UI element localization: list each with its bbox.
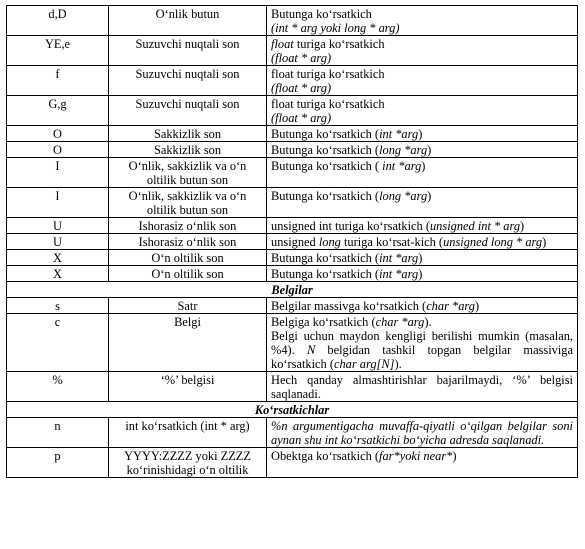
- type-line: oltilik butun son: [146, 173, 229, 187]
- desc-text: ).: [424, 315, 432, 329]
- desc-line: Butunga koʻrsatkich: [271, 7, 372, 21]
- desc-italic: N: [306, 343, 316, 357]
- spec-cell: s: [7, 298, 109, 314]
- type-line: koʻrinishidagi oʻn oltilik: [126, 463, 249, 477]
- desc-cell: [267, 218, 578, 234]
- desc-text: ): [418, 127, 423, 141]
- spec-cell: G,g: [7, 96, 109, 126]
- desc-text: ): [418, 251, 423, 265]
- type-cell: Suzuvchi nuqtali son: [109, 66, 267, 96]
- desc-text: ): [427, 143, 432, 157]
- desc-line: float turiga koʻrsatkich: [271, 97, 385, 111]
- desc-italic: int *arg: [379, 267, 419, 281]
- desc-cell: [267, 188, 578, 218]
- type-cell: ‘%’ belgisi: [109, 372, 267, 402]
- spec-cell: c: [7, 314, 109, 372]
- desc-cell: [267, 96, 578, 126]
- type-line: oltilik butun son: [146, 203, 229, 217]
- desc-text: belgidan tashkil topgan belgilar massiviga koʻrsatkich (: [271, 343, 573, 371]
- table-row: [7, 6, 578, 36]
- type-cell: [109, 158, 267, 188]
- table-row: [7, 250, 578, 266]
- type-cell: Suzuvchi nuqtali son: [109, 36, 267, 66]
- desc-italic: char *arg: [426, 299, 475, 313]
- table-row: [7, 66, 578, 96]
- type-cell: Ishorasiz oʻnlik son: [109, 234, 267, 250]
- desc-text: ): [520, 219, 525, 233]
- desc-italic: far*yoki near*: [379, 449, 453, 463]
- desc-text: ): [452, 449, 457, 463]
- desc-text: Butunga koʻrsatkich (: [271, 267, 380, 281]
- type-cell: [109, 448, 267, 478]
- desc-cell: [267, 158, 578, 188]
- desc-italic: char *arg: [375, 315, 425, 329]
- desc-line: (float * arg): [271, 111, 332, 125]
- desc-cell: [267, 250, 578, 266]
- spec-cell: n: [7, 418, 109, 448]
- table-row: [7, 234, 578, 250]
- desc-text: Butunga koʻrsatkich (: [271, 143, 380, 157]
- desc-italic: unsigned long * arg: [443, 235, 543, 249]
- table-row: [7, 218, 578, 234]
- spec-cell: O: [7, 142, 109, 158]
- section-row: [7, 402, 578, 418]
- desc-text: ): [474, 299, 480, 313]
- desc-text: Obektga koʻrsatkich (: [271, 449, 380, 463]
- desc-line: (float * arg): [271, 81, 332, 95]
- desc-line: [271, 329, 573, 371]
- format-spec-table: [6, 5, 578, 478]
- type-cell: Ishorasiz oʻnlik son: [109, 218, 267, 234]
- type-cell: Oʻnlik butun: [109, 6, 267, 36]
- desc-text: ): [427, 189, 432, 203]
- desc-cell: [267, 234, 578, 250]
- desc-text: ).: [394, 357, 402, 371]
- desc-text: ): [542, 235, 547, 249]
- desc-text: Butunga koʻrsatkich (: [271, 189, 380, 203]
- desc-text: Belgilar massivga koʻrsatkich (: [271, 299, 427, 313]
- spec-cell: %: [7, 372, 109, 402]
- desc-cell: [267, 66, 578, 96]
- table-row: [7, 158, 578, 188]
- type-cell: Oʻn oltilik son: [109, 266, 267, 282]
- section-row: [7, 282, 578, 298]
- spec-cell: p: [7, 448, 109, 478]
- desc-italic: long *arg: [379, 143, 428, 157]
- table-row: [7, 126, 578, 142]
- table-row: [7, 142, 578, 158]
- desc-line: (int * arg yoki long * arg): [271, 21, 400, 35]
- desc-text: turiga koʻrsat-kich (: [340, 235, 444, 249]
- desc-italic: long: [318, 235, 341, 249]
- table-row: [7, 298, 578, 314]
- desc-italic: int *arg: [379, 251, 419, 265]
- type-cell: Sakkizlik son: [109, 126, 267, 142]
- spec-cell: O: [7, 126, 109, 142]
- desc-cell: [267, 266, 578, 282]
- spec-cell: YE,e: [7, 36, 109, 66]
- type-line: Oʻnlik, sakkizlik va oʻn: [128, 159, 247, 173]
- desc-italic: char arg[N]: [333, 357, 395, 371]
- spec-cell: X: [7, 250, 109, 266]
- desc-cell: [267, 126, 578, 142]
- spec-cell: d,D: [7, 6, 109, 36]
- desc-text: Butunga koʻrsatkich (: [271, 159, 383, 173]
- spec-cell: I: [7, 158, 109, 188]
- table-row: [7, 448, 578, 478]
- type-cell: Satr: [109, 298, 267, 314]
- desc-text: Belgiga koʻrsatkich (: [271, 315, 376, 329]
- desc-cell: [267, 36, 578, 66]
- section-title-belgilar: Belgilar: [7, 282, 578, 298]
- desc-cell: [267, 142, 578, 158]
- desc-text: ): [421, 159, 426, 173]
- type-cell: Sakkizlik son: [109, 142, 267, 158]
- desc-text: unsigned: [271, 235, 319, 249]
- spec-cell: f: [7, 66, 109, 96]
- type-cell: int koʻrsatkich (int * arg): [109, 418, 267, 448]
- desc-cell: [267, 314, 578, 372]
- table-row: [7, 96, 578, 126]
- desc-cell: [267, 298, 578, 314]
- table-row: [7, 314, 578, 372]
- desc-text: Butunga koʻrsatkich (: [271, 251, 380, 265]
- spec-cell: U: [7, 234, 109, 250]
- desc-cell: [267, 448, 578, 478]
- type-cell: Oʻn oltilik son: [109, 250, 267, 266]
- desc-italic: float: [271, 37, 294, 51]
- desc-italic: int *arg: [382, 159, 422, 173]
- section-title-korsatkichlar: Koʻrsatkichlar: [7, 402, 578, 418]
- table-row: [7, 418, 578, 448]
- desc-text: unsigned int turiga koʻrsatkich (: [271, 219, 430, 233]
- type-line: Oʻnlik, sakkizlik va oʻn: [128, 189, 247, 203]
- type-cell: Belgi: [109, 314, 267, 372]
- desc-cell: Hech qanday almashtirishlar bajarilmaydi, ‘%’ belgisi saqlanadi.: [267, 372, 578, 402]
- spec-cell: U: [7, 218, 109, 234]
- desc-line: float turiga koʻrsatkich: [271, 67, 385, 81]
- spec-cell: X: [7, 266, 109, 282]
- table-row: [7, 188, 578, 218]
- desc-cell: [267, 6, 578, 36]
- desc-line: [271, 37, 573, 51]
- desc-text: Butunga koʻrsatkich (: [271, 127, 380, 141]
- spec-cell: I: [7, 188, 109, 218]
- desc-italic: long *arg: [379, 189, 428, 203]
- desc-line: (float * arg): [271, 51, 332, 65]
- desc-cell: %n argumentigacha muvaffa-qiyatli oʻqilgan belgilar soni aynan shu int koʻrsatkichi boʻyicha adresda saqlanadi.: [267, 418, 578, 448]
- desc-text: Belgi uchun maydon kengligi berilishi mumkin (masalan, %4).: [271, 329, 573, 357]
- table-row: [7, 36, 578, 66]
- table-row: [7, 266, 578, 282]
- desc-italic: int *arg: [379, 127, 419, 141]
- desc-italic: unsigned int * arg: [429, 219, 521, 233]
- type-line: YYYY:ZZZZ yoki ZZZZ: [124, 449, 251, 463]
- desc-line: [271, 315, 573, 329]
- type-cell: Suzuvchi nuqtali son: [109, 96, 267, 126]
- desc-text: ): [418, 267, 423, 281]
- type-cell: [109, 188, 267, 218]
- desc-text: turiga koʻrsatkich: [293, 37, 385, 51]
- table-row: [7, 372, 578, 402]
